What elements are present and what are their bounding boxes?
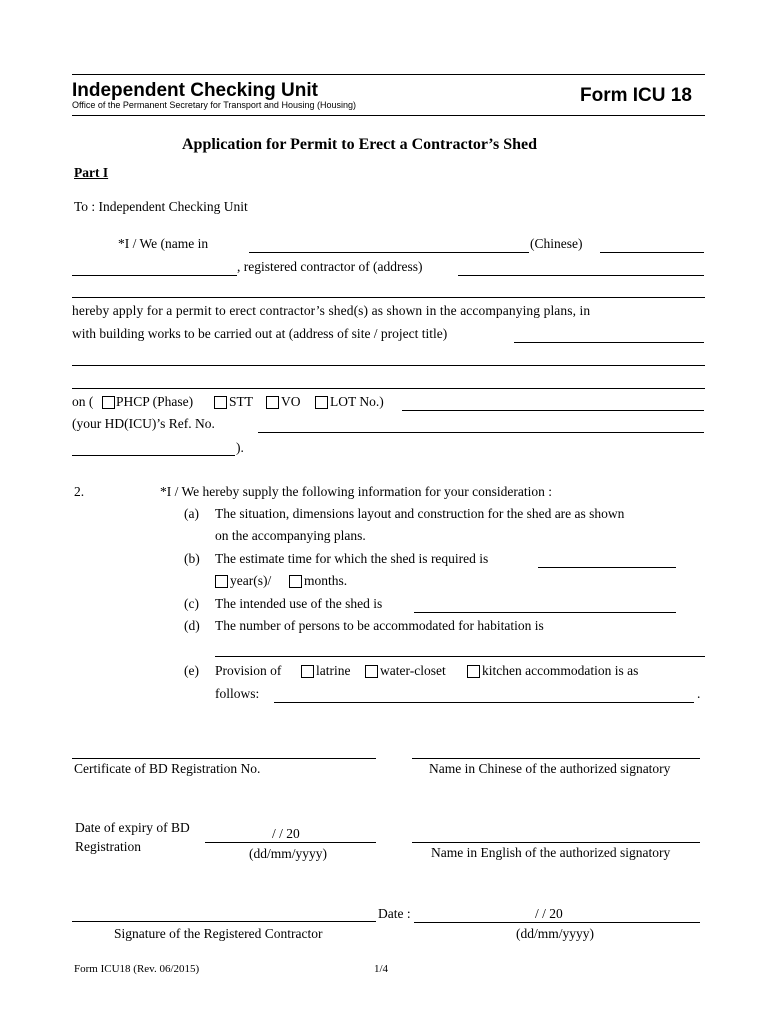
- site-address-field[interactable]: [514, 328, 704, 343]
- name-continued-field[interactable]: [72, 261, 237, 276]
- with-building-text: with building works to be carried out at (address of site / project title): [72, 326, 448, 341]
- close-paren: ).: [236, 440, 244, 455]
- date-label: Date :: [378, 906, 411, 921]
- your-ref-label: (your HD(ICU)’s Ref. No.: [72, 416, 215, 431]
- item-b-label: (b): [184, 551, 200, 566]
- cert-reg-line[interactable]: [72, 758, 376, 759]
- kitchen-label: kitchen accommodation is as: [482, 663, 639, 678]
- follows-label: follows:: [215, 686, 260, 701]
- stt-label: STT: [229, 394, 254, 409]
- lot-label: LOT No.): [330, 394, 384, 409]
- ref-continued-field[interactable]: [72, 441, 235, 456]
- signature-line[interactable]: [72, 921, 376, 922]
- stt-checkbox[interactable]: [214, 396, 227, 409]
- item-e-provision: Provision of: [215, 663, 282, 678]
- expiry-label-2: Registration: [75, 839, 141, 854]
- item-a-label: (a): [184, 506, 199, 521]
- years-label: year(s)/: [230, 573, 272, 588]
- latrine-checkbox[interactable]: [301, 665, 314, 678]
- item-d-label: (d): [184, 618, 200, 633]
- water-closet-checkbox[interactable]: [365, 665, 378, 678]
- expiry-date-format: (dd/mm/yyyy): [249, 846, 327, 861]
- name-chinese-label: Name in Chinese of the authorized signatory: [429, 761, 671, 776]
- item-b-text: The estimate time for which the shed is required is: [215, 551, 489, 566]
- name-english-line[interactable]: [412, 842, 700, 843]
- name-english-field[interactable]: [249, 238, 529, 253]
- item-c-label: (c): [184, 596, 199, 611]
- water-closet-label: water-closet: [380, 663, 446, 678]
- cert-reg-label: Certificate of BD Registration No.: [74, 761, 261, 776]
- time-required-field[interactable]: [538, 553, 676, 568]
- latrine-label: latrine: [316, 663, 351, 678]
- section-2-lead: *I / We hereby supply the following information for your consideration :: [160, 484, 552, 499]
- on-label: on (: [72, 394, 94, 409]
- header-bottom-rule: [72, 115, 705, 116]
- item-a-text-2: on the accompanying plans.: [215, 528, 366, 543]
- address-continued-line[interactable]: [72, 297, 705, 298]
- phcp-label: PHCP (Phase): [116, 394, 194, 409]
- years-checkbox[interactable]: [215, 575, 228, 588]
- months-checkbox[interactable]: [289, 575, 302, 588]
- expiry-date-value: / / 20: [272, 826, 300, 841]
- registered-label: , registered contractor of (address): [237, 259, 423, 274]
- form-title: Application for Permit to Erect a Contractor’s Shed: [182, 136, 538, 153]
- lot-number-field[interactable]: [402, 396, 704, 411]
- footer-page-number: 1/4: [374, 963, 389, 975]
- site-address-line-3[interactable]: [72, 388, 705, 389]
- header-top-rule: [72, 74, 705, 75]
- date-format: (dd/mm/yyyy): [516, 926, 594, 941]
- footer-form-rev: Form ICU18 (Rev. 06/2015): [74, 963, 200, 975]
- name-chinese-field[interactable]: [600, 238, 704, 253]
- follows-period: .: [697, 686, 701, 701]
- name-label: *I / We (name in: [118, 236, 209, 251]
- header-unit-title: Independent Checking Unit: [72, 80, 318, 101]
- section-2-number: 2.: [74, 484, 85, 499]
- signature-label: Signature of the Registered Contractor: [114, 926, 323, 941]
- name-english-label: Name in English of the authorized signatory: [431, 845, 671, 860]
- name-chinese-line[interactable]: [412, 758, 700, 759]
- intended-use-field[interactable]: [414, 598, 676, 613]
- provision-details-field[interactable]: [274, 688, 694, 703]
- kitchen-checkbox[interactable]: [467, 665, 480, 678]
- date-line[interactable]: [414, 922, 700, 923]
- site-address-line-2[interactable]: [72, 365, 705, 366]
- item-d-text: The number of persons to be accommodated for habitation is: [215, 618, 544, 633]
- expiry-date-line[interactable]: [205, 842, 376, 843]
- hereby-text: hereby apply for a permit to erect contractor’s shed(s) as shown in the accompanying plans, in: [72, 303, 591, 318]
- vo-label: VO: [281, 394, 301, 409]
- expiry-label-1: Date of expiry of BD: [75, 820, 190, 835]
- item-c-text: The intended use of the shed is: [215, 596, 383, 611]
- months-label: months.: [304, 573, 348, 588]
- lot-checkbox[interactable]: [315, 396, 328, 409]
- header-office: Office of the Permanent Secretary for Transport and Housing (Housing): [72, 100, 356, 110]
- item-e-label: (e): [184, 663, 199, 678]
- phcp-checkbox[interactable]: [102, 396, 115, 409]
- part-heading: Part I: [74, 165, 109, 180]
- date-value: / / 20: [535, 906, 563, 921]
- form-number: Form ICU 18: [580, 85, 692, 106]
- address-field[interactable]: [458, 261, 704, 276]
- item-a-text-1: The situation, dimensions layout and construction for the shed are as shown: [215, 506, 625, 521]
- chinese-label: (Chinese): [530, 236, 583, 251]
- persons-field[interactable]: [215, 656, 705, 657]
- ref-number-field[interactable]: [258, 418, 704, 433]
- to-line: To : Independent Checking Unit: [74, 199, 248, 214]
- vo-checkbox[interactable]: [266, 396, 279, 409]
